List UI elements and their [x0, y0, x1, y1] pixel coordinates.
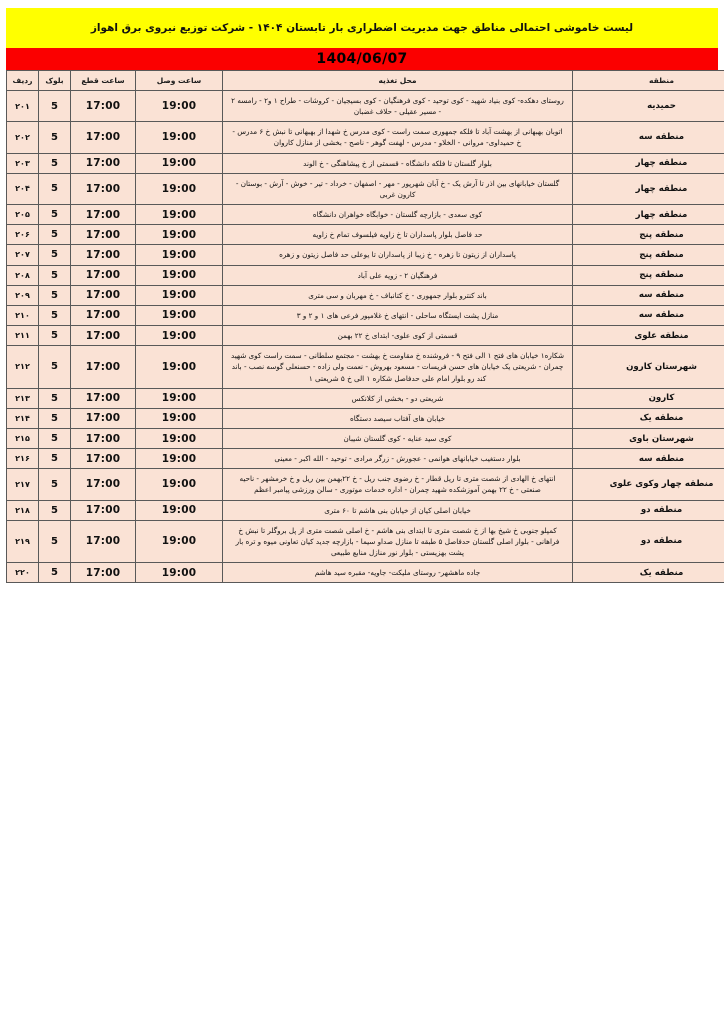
title-banner — [6, 8, 718, 48]
cell-block: 5 — [39, 285, 71, 305]
cell-row-no: ۲۰۹ — [7, 285, 39, 305]
table-row — [7, 326, 724, 346]
table-row — [7, 520, 724, 562]
cell-address: پاسداران از زیتون تا زهره - خ زیبا از پاسداران تا یوعلی حد فاصل زیتون و زهره — [223, 245, 573, 265]
cell-address: گلستان خیابانهای بین اذر تا آرش یک - خ آبان شهرپور - مهر - اصفهان - خرداد - تیر - خوش - آرش - بوستان - کارون غربی — [223, 173, 573, 204]
cell-on-time: 19:00 — [136, 173, 223, 204]
cell-address: کمپلو جنوبی خ شیخ بها از خ شصت متری تا ابتدای بنی هاشم - خ اصلی شصت متری از پل بروگلر تا نبش خ فراهانی - بلوار اصلی گلستان حدفاصل ۵ طبقه تا منازل صداو سیما - بازارچه جدید کیان تعاونی میوه و تره بار پشت بهزیستی - بلوار نور منازل منابع طبیعی — [223, 520, 573, 562]
table-row — [7, 285, 724, 305]
cell-on-time: 19:00 — [136, 91, 223, 122]
cell-region: منطقه سه — [573, 305, 724, 325]
cell-block: 5 — [39, 469, 71, 500]
table-row — [7, 245, 724, 265]
cell-block: 5 — [39, 449, 71, 469]
cell-on-time: 19:00 — [136, 245, 223, 265]
cell-address: جاده ماهشهر- روستای ملیکت- جاویه- مقبره سید هاشم — [223, 563, 573, 583]
cell-region: منطقه سه — [573, 449, 724, 469]
cell-region: کارون — [573, 388, 724, 408]
cell-block: 5 — [39, 500, 71, 520]
cell-region: منطقه یک — [573, 563, 724, 583]
cell-off-time: 17:00 — [71, 563, 136, 583]
cell-on-time: 19:00 — [136, 563, 223, 583]
table-row — [7, 563, 724, 583]
cell-block: 5 — [39, 563, 71, 583]
cell-on-time: 19:00 — [136, 326, 223, 346]
cell-block: 5 — [39, 122, 71, 153]
cell-off-time: 17:00 — [71, 388, 136, 408]
cell-address: حد فاصل بلوار پاسداران تا خ زاویه فیلسوف تمام خ زاویه — [223, 225, 573, 245]
header-row — [7, 71, 724, 91]
column-header-block: بلوک — [39, 71, 71, 91]
cell-block: 5 — [39, 520, 71, 562]
cell-row-no: ۲۰۴ — [7, 173, 39, 204]
cell-row-no: ۲۱۷ — [7, 469, 39, 500]
cell-on-time: 19:00 — [136, 305, 223, 325]
cell-address: کوی سعدی - بازارچه گلستان - خوابگاه خواهران دانشگاه — [223, 205, 573, 225]
cell-row-no: ۲۰۲ — [7, 122, 39, 153]
cell-block: 5 — [39, 173, 71, 204]
cell-region: منطقه پنج — [573, 245, 724, 265]
cell-address: شکاره۱ خیابان های فتح ۱ الی فتح ۹ - فروشنده خ مقاومت خ بهشت - مجتمع سلطانی - سمت راست کوی شهید چمران - شریعتی یک خیابان های حسن فریسات - مسعود بهروش - نعمت ولی زاده - حسنعلی گوسه نصب - باند کند رو بلوار امام علی حدفاصل شکاره ۱ الی خ ۵ شریعتی ۱ — [223, 346, 573, 388]
table-row — [7, 449, 724, 469]
cell-block: 5 — [39, 245, 71, 265]
cell-address: خیابان های آفتاب سیصد دستگاه — [223, 408, 573, 428]
cell-block: 5 — [39, 91, 71, 122]
cell-row-no: ۲۱۱ — [7, 326, 39, 346]
cell-region: حمیدیه — [573, 91, 724, 122]
cell-off-time: 17:00 — [71, 428, 136, 448]
cell-block: 5 — [39, 225, 71, 245]
table-row — [7, 205, 724, 225]
cell-row-no: ۲۰۵ — [7, 205, 39, 225]
table-row — [7, 408, 724, 428]
cell-row-no: ۲۱۸ — [7, 500, 39, 520]
cell-region: منطقه سه — [573, 285, 724, 305]
cell-on-time: 19:00 — [136, 388, 223, 408]
cell-region: منطقه چهار — [573, 173, 724, 204]
cell-row-no: ۲۱۴ — [7, 408, 39, 428]
cell-region: منطقه پنج — [573, 265, 724, 285]
cell-region: منطقه دو — [573, 520, 724, 562]
table-body — [7, 91, 724, 583]
cell-block: 5 — [39, 408, 71, 428]
cell-region: منطقه سه — [573, 122, 724, 153]
cell-address: باند کنترو بلوار جمهوری - خ کتانباف - خ مهربان و سی متری — [223, 285, 573, 305]
cell-off-time: 17:00 — [71, 122, 136, 153]
cell-block: 5 — [39, 428, 71, 448]
cell-row-no: ۲۱۳ — [7, 388, 39, 408]
column-header-region: منطقه — [573, 71, 724, 91]
cell-row-no: ۲۱۲ — [7, 346, 39, 388]
cell-address: خیابان اصلی کیان از خیابان بنی هاشم تا ۶۰ متری — [223, 500, 573, 520]
page-title: لیست خاموشی احتمالی مناطق جهت مدیریت اضطراری بار تابستان ۱۴۰۴ - شرکت توزیع نیروی برق اهواز — [90, 22, 634, 34]
cell-region: شهرستان باوی — [573, 428, 724, 448]
table-row — [7, 388, 724, 408]
cell-address: بلوار گلستان تا فلکه دانشگاه - قسمتی از خ پیشاهنگی - خ الوند — [223, 153, 573, 173]
table-row — [7, 173, 724, 204]
cell-off-time: 17:00 — [71, 265, 136, 285]
cell-on-time: 19:00 — [136, 520, 223, 562]
cell-off-time: 17:00 — [71, 91, 136, 122]
cell-off-time: 17:00 — [71, 305, 136, 325]
table-row — [7, 346, 724, 388]
cell-address: فرهنگیان ۲ - زویه علی آباد — [223, 265, 573, 285]
cell-address: روستای دهکده- کوی بنیاد شهید - کوی توحید - کوی فرهنگیان - کوی بسیجیان - کروشات - طراح ۱ و۲ - رامسه ۲ - مسیر عقیلی - حلاف غضبان — [223, 91, 573, 122]
cell-block: 5 — [39, 305, 71, 325]
table-row — [7, 469, 724, 500]
cell-on-time: 19:00 — [136, 500, 223, 520]
table-row — [7, 428, 724, 448]
cell-on-time: 19:00 — [136, 225, 223, 245]
cell-block: 5 — [39, 388, 71, 408]
cell-address: کوی سید عنایه - کوی گلستان شیبان — [223, 428, 573, 448]
cell-on-time: 19:00 — [136, 265, 223, 285]
cell-off-time: 17:00 — [71, 173, 136, 204]
column-header-off-time: ساعت قطع — [71, 71, 136, 91]
cell-off-time: 17:00 — [71, 449, 136, 469]
cell-block: 5 — [39, 205, 71, 225]
cell-on-time: 19:00 — [136, 153, 223, 173]
table-row — [7, 91, 724, 122]
cell-off-time: 17:00 — [71, 469, 136, 500]
date-banner — [6, 48, 718, 70]
cell-address: منازل پشت ایستگاه ساحلی - انتهای خ غلامپور فرعی های ۱ و ۲ و ۳ — [223, 305, 573, 325]
cell-off-time: 17:00 — [71, 500, 136, 520]
schedule-date: 1404/06/07 — [316, 51, 408, 67]
cell-row-no: ۲۰۷ — [7, 245, 39, 265]
outage-table — [6, 70, 724, 583]
cell-block: 5 — [39, 265, 71, 285]
cell-off-time: 17:00 — [71, 408, 136, 428]
cell-off-time: 17:00 — [71, 326, 136, 346]
table-header — [7, 71, 724, 91]
cell-off-time: 17:00 — [71, 245, 136, 265]
cell-off-time: 17:00 — [71, 205, 136, 225]
cell-region: منطقه پنج — [573, 225, 724, 245]
cell-on-time: 19:00 — [136, 469, 223, 500]
cell-on-time: 19:00 — [136, 346, 223, 388]
table-row — [7, 122, 724, 153]
cell-address: شریعتی دو - بخشی از کلانکس — [223, 388, 573, 408]
cell-region: منطقه چهار وکوی علوی — [573, 469, 724, 500]
table-row — [7, 225, 724, 245]
cell-block: 5 — [39, 153, 71, 173]
table-row — [7, 305, 724, 325]
cell-on-time: 19:00 — [136, 408, 223, 428]
table-row — [7, 153, 724, 173]
cell-row-no: ۲۰۸ — [7, 265, 39, 285]
cell-on-time: 19:00 — [136, 449, 223, 469]
column-header-row-no: ردیف — [7, 71, 39, 91]
cell-on-time: 19:00 — [136, 428, 223, 448]
cell-address: بلوار دستغیب خیابانهای هوانمی - عجورش - زرگر مرادی - توحید - الله اکبر - معینی — [223, 449, 573, 469]
cell-off-time: 17:00 — [71, 225, 136, 245]
cell-region: منطقه چهار — [573, 205, 724, 225]
cell-address: انتهای خ الهادی از شصت متری تا ریل قطار - خ رضوی جنب ریل - خ ۲۲بهمن بین ریل و خ خرمشهر - ناحیه صنعتی - خ ۲۲ بهمن آموزشکده شهید چمران - اداره خدمات موتوری - سالن ورزشی پیامبر اعظم — [223, 469, 573, 500]
cell-row-no: ۲۰۳ — [7, 153, 39, 173]
cell-region: منطقه علوی — [573, 326, 724, 346]
cell-row-no: ۲۱۰ — [7, 305, 39, 325]
cell-row-no: ۲۱۶ — [7, 449, 39, 469]
cell-region: منطقه یک — [573, 408, 724, 428]
cell-off-time: 17:00 — [71, 153, 136, 173]
cell-off-time: 17:00 — [71, 346, 136, 388]
cell-region: منطقه دو — [573, 500, 724, 520]
cell-row-no: ۲۲۰ — [7, 563, 39, 583]
column-header-address: محل تغذیه — [223, 71, 573, 91]
cell-on-time: 19:00 — [136, 205, 223, 225]
cell-block: 5 — [39, 326, 71, 346]
table-row — [7, 500, 724, 520]
cell-row-no: ۲۰۱ — [7, 91, 39, 122]
cell-row-no: ۲۱۵ — [7, 428, 39, 448]
cell-address: اتوبان بهبهانی از بهشت آباد تا فلکه جمهوری سمت راست - کوی مدرس خ شهدا از بهبهانی تا نبش خ ۶ مدرس - خ حمیداوی- مروانی - الخلاو - مدرس - لهفت گوهر - ناصح - بخشی از منازل کاروان — [223, 122, 573, 153]
cell-region: منطقه چهار — [573, 153, 724, 173]
cell-row-no: ۲۱۹ — [7, 520, 39, 562]
cell-address: قسمتی از کوی علوی- ابتدای خ ۲۲ بهمن — [223, 326, 573, 346]
table-row — [7, 265, 724, 285]
cell-row-no: ۲۰۶ — [7, 225, 39, 245]
column-header-on-time: ساعت وصل — [136, 71, 223, 91]
cell-off-time: 17:00 — [71, 520, 136, 562]
cell-region: شهرستان کارون — [573, 346, 724, 388]
cell-on-time: 19:00 — [136, 285, 223, 305]
cell-block: 5 — [39, 346, 71, 388]
cell-off-time: 17:00 — [71, 285, 136, 305]
cell-on-time: 19:00 — [136, 122, 223, 153]
